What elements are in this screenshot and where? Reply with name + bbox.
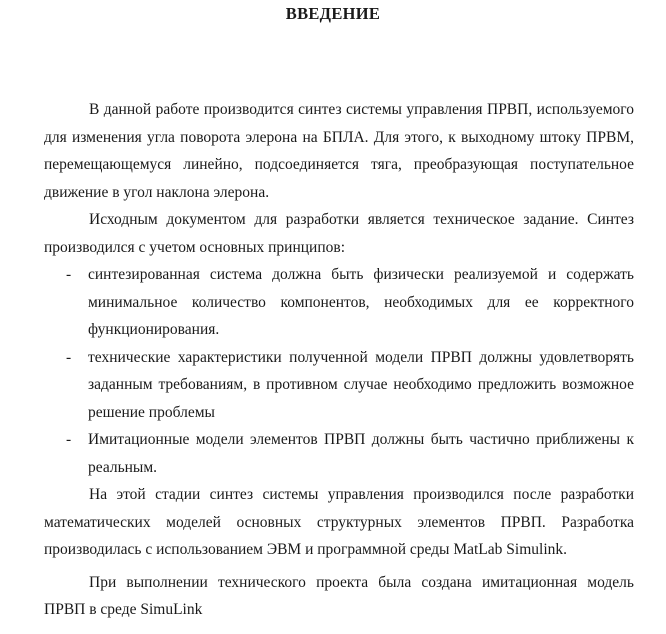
list-item-text: синтезированная система должна быть физически реализуемой и содержать минимальное количество компонентов, необходимых для ее корректного функционирования. [88,266,634,338]
list-bullet: - [66,348,72,366]
paragraph-intro: В данной работе производится синтез системы управления ПРВП, используемого для изменения угла поворота элерона на БПЛА. Для этого, к выходному штоку ПРВМ, перемещающемуся линейно, подсоединяется тяга, преобразующая поступательное движение в угол наклона элерона. [44,101,634,201]
list-bullet: - [66,431,72,448]
page-title: ВВЕДЕНИЕ [285,4,381,23]
list-item [44,344,634,427]
list-bullet: - [66,266,72,283]
paragraph-simulink-model: При выполнении технического проекта была создана имитационная модель ПРВП в среде SimuLink [44,573,634,618]
list-item-text: технические характеристики полученной модели ПРВП должны удовлетворять заданным требованиям, в противном случае необходимо предложить возможное решение проблемы [88,348,634,421]
list-item-text: Имитационные модели элементов ПРВП должны быть частично приближены к реальным. [88,431,634,476]
list-item [44,261,634,344]
principles-list [44,261,634,481]
paragraph-principles: Исходным документом для разработки является техническое задание. Синтез производился с учетом основных принципов: [44,211,634,256]
list-item [44,426,634,481]
paragraph-synthesis-stage: На этой стадии синтез системы управления производился после разработки математических моделей основных структурных элементов ПРВП. Разработка производилась с использованием ЭВМ и программной среды MatLab Simulink. [44,486,634,558]
document-body [44,96,634,624]
